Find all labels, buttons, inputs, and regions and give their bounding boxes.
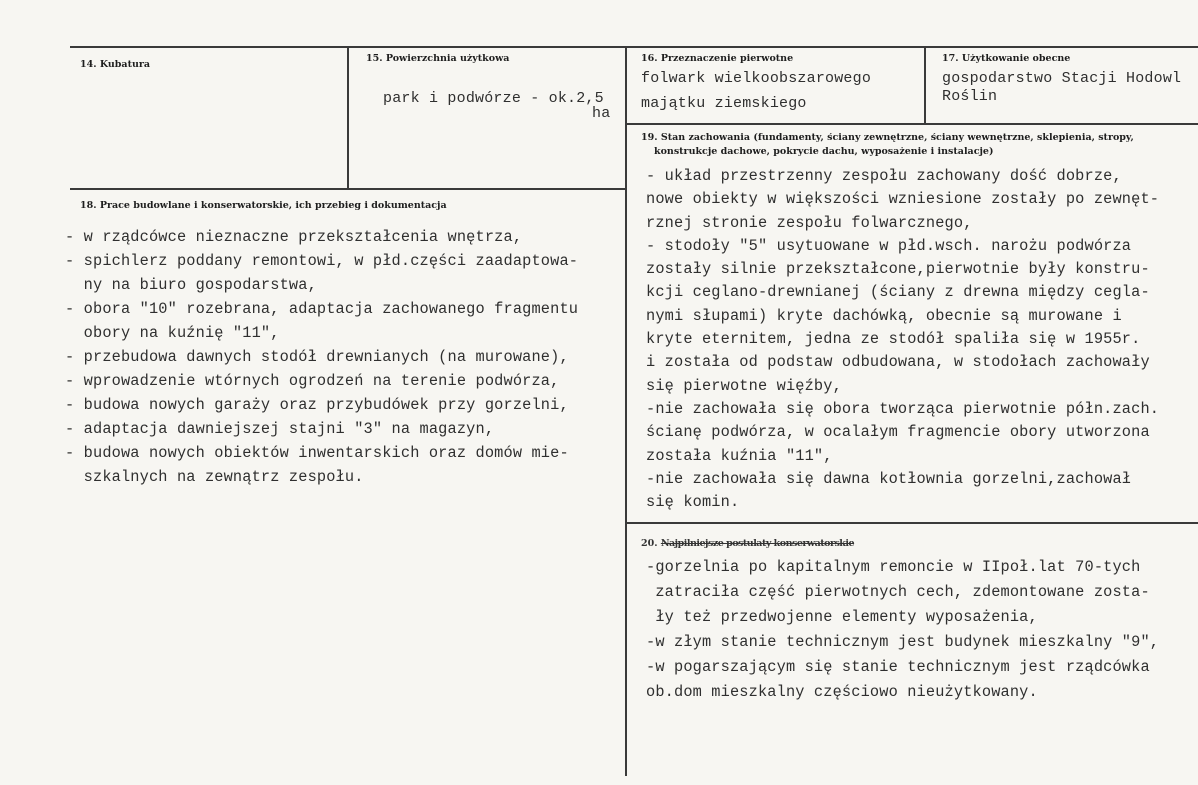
field-20-header [641,538,854,549]
field-14-header: 14. Kubatura [80,59,151,70]
field-19-line: nowe obiekty w większości wzniesione zostały po zewnęt- [646,190,1160,209]
field-18-line: szkalnych na zewnątrz zespołu. [65,468,364,486]
field-15-value-line2: ha [592,105,611,122]
field-19-line: nymi słupami) kryte dachówką, obecnie są murowane i [646,306,1122,325]
field-17-header: 17. Użytkowanie obecne [942,53,1071,64]
field-20-line: -w pogarszającym się stanie technicznym jest rządcówka [646,658,1150,676]
field-19-line: ścianę podwórza, w ocalałym fragmencie obory utworzona [646,423,1150,442]
field-19-line: zostały silnie przekształcone,pierwotnie były konstru- [646,260,1150,279]
field-19-line: kryte eternitem, jedna ze stodół spaliła się w 1955r. [646,330,1141,349]
field-15-header: 15. Powierzchnia użytkowa [366,53,510,64]
divider-14-15 [347,46,349,189]
field-20-line: zatraciła część pierwotnych cech, zdemontowane zosta- [646,583,1150,601]
field-15-value-line1: park i podwórze - ok.2,5 [383,90,604,107]
field-19-list [646,165,1159,514]
field-20-line: -w złym stanie technicznym jest budynek mieszkalny "9", [646,633,1160,651]
field-20-line: -gorzelnia po kapitalnym remoncie w IIpoł.lat 70-tych [646,558,1141,576]
divider-19-20 [625,522,1198,524]
field-18-line: - obora "10" rozebrana, adaptacja zachowanego fragmentu [65,300,579,318]
field-19-line: rznej stronie zespołu folwarcznego, [646,213,973,232]
field-19-line: - układ przestrzenny zespołu zachowany dość dobrze, [646,167,1122,185]
field-16-value-line2: majątku ziemskiego [641,95,807,112]
field-18-line: - w rządcówce nieznaczne przekształcenia wnętrza, [65,228,523,246]
field-19-header-line1: 19. Stan zachowania (fundamenty, ściany zewnętrzne, ściany wewnętrzne, sklepienia, stropy, [641,132,1134,143]
field-18-line: obory na kuźnię "11", [65,324,280,342]
divider-15-16 [625,46,627,776]
field-18-line: - spichlerz poddany remontowi, w płd.części zaadaptowa- [65,252,579,270]
divider-top-row-right [625,123,1198,125]
field-18-line: - budowa nowych garaży oraz przybudówek przy gorzelni, [65,396,569,414]
field-19-line: się komin. [646,493,740,512]
top-border [70,46,1198,48]
field-18-line: - adaptacja dawniejszej stajni "3" na magazyn, [65,420,495,438]
divider-16-17 [924,46,926,124]
field-16-value-line1: folwark wielkoobszarowego [641,70,872,87]
field-18-line: - przebudowa dawnych stodół drewnianych (na murowane), [65,348,569,366]
field-19-line: -nie zachowała się obora tworząca pierwotnie półn.zach. [646,399,1160,418]
field-18-line: ny na biuro gospodarstwa, [65,276,317,294]
field-19-line: i została od podstaw odbudowana, w stodołach zachowały [646,353,1150,372]
field-20-line: ob.dom mieszkalny częściowo nieużytkowany. [646,683,1038,701]
field-19-line: - stodoły "5" usytuowane w płd.wsch. narożu podwórza [646,236,1132,255]
field-17-value-line2: Roślin [942,88,998,105]
field-19-line: kcji ceglano-drewnianej (ściany z drewna między cegla- [646,283,1150,302]
field-19-line: została kuźnia "11", [646,446,833,465]
field-19-header-line2: konstrukcje dachowe, pokrycie dachu, wyposażenie i instalacje) [654,146,994,157]
field-20-list [646,555,1159,705]
field-19-line: -nie zachowała się dawna kotłownia gorzelni,zachował [646,469,1132,488]
field-20-header-struck: Najpilniejsze postulaty konserwatorskie [660,538,855,549]
field-18-line: - budowa nowych obiektów inwentarskich oraz domów mie- [65,444,569,462]
field-17-value-line1: gospodarstwo Stacji Hodowl [942,70,1182,87]
field-18-header: 18. Prace budowlane i konserwatorskie, ich przebieg i dokumentacja [80,200,447,211]
field-19-line: się pierwotne więźby, [646,376,842,395]
field-16-header: 16. Przeznaczenie pierwotne [641,53,794,64]
divider-left-row [70,188,626,190]
field-18-line: - wprowadzenie wtórnych ogrodzeń na terenie podwórza, [65,372,560,390]
field-18-list [65,225,578,489]
field-20-number: 20. [641,538,658,549]
field-20-line: ły też przedwojenne elementy wyposażenia, [646,608,1038,626]
